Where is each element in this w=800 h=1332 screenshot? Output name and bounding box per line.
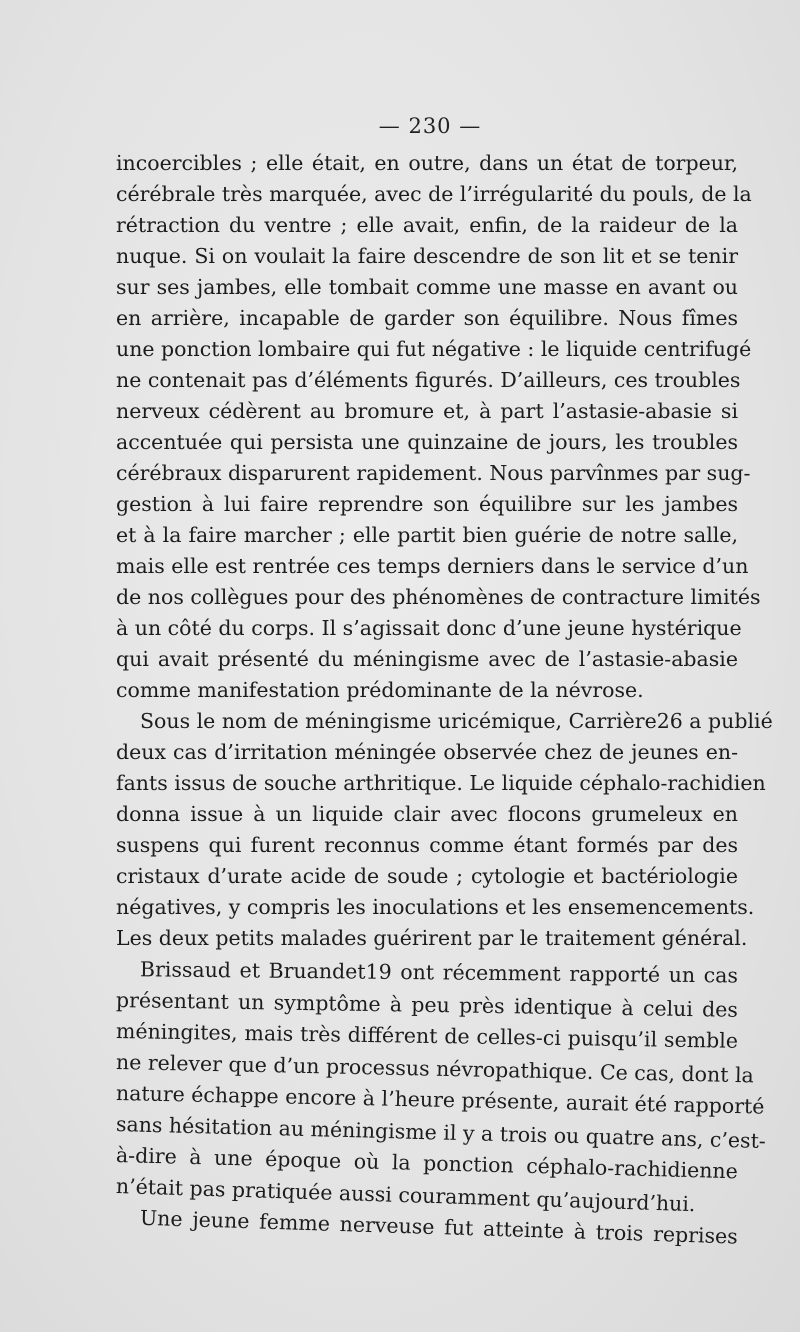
- text-line: sur ses jambes, elle tombait comme une masse en avant ou: [116, 275, 738, 299]
- text-line: à un côté du corps. Il s’agissait donc d’une jeune hystérique: [116, 616, 742, 640]
- text-line: comme manifestation prédominante de la névrose.: [116, 678, 644, 702]
- text-line: accentuée qui persista une quinzaine de jours, les troubles: [116, 430, 738, 454]
- text-line: une ponction lombaire qui fut négative : le liquide centrifugé: [116, 337, 752, 361]
- text-line: méningites, mais très différent de celles-ci puisqu’il semble: [115, 1019, 739, 1053]
- text-line: donna issue à un liquide clair avec flocons grumeleux en: [116, 802, 738, 826]
- text-line: nuque. Si on voulait la faire descendre de son lit et se tenir: [116, 244, 738, 268]
- text-line: à-dire à une époque où la ponction céphalo-rachidienne: [115, 1143, 739, 1184]
- text-line: en arrière, incapable de garder son équilibre. Nous fîmes: [116, 306, 738, 330]
- text-line: Brissaud et Bruandet19 ont récemment rapporté un cas: [139, 957, 739, 988]
- text-line: rétraction du ventre ; elle avait, enfin, de la raideur de la: [116, 213, 738, 237]
- text-line: de nos collègues pour des phénomènes de contracture limités: [116, 585, 761, 609]
- text-line: cristaux d’urate acide de soude ; cytologie et bactériologie: [116, 864, 738, 888]
- text-line: mais elle est rentrée ces temps derniers dans le service d’un: [116, 554, 749, 578]
- body-text: [115, 148, 773, 1249]
- text-line: Une jeune femme nerveuse fut atteinte à trois reprises: [139, 1205, 739, 1249]
- text-line: Les deux petits malades guérirent par le traitement général.: [116, 926, 748, 950]
- text-line: n’était pas pratiquée aussi couramment qu’aujourd’hui.: [115, 1174, 696, 1217]
- text-line: sans hésitation au méningisme il y a trois ou quatre ans, c’est-: [115, 1112, 767, 1154]
- text-line: et à la faire marcher ; elle partit bien guérie de notre salle,: [116, 523, 738, 547]
- text-line: nature échappe encore à l’heure présente, aurait été rapporté: [115, 1081, 765, 1119]
- text-line: incoercibles ; elle était, en outre, dans un état de torpeur,: [116, 151, 738, 175]
- text-line: cérébrale très marquée, avec de l’irrégularité du pouls, de la: [116, 182, 752, 206]
- text-line: fants issus de souche arthritique. Le liquide céphalo-rachidien: [116, 771, 766, 795]
- text-line: ne contenait pas d’éléments figurés. D’ailleurs, ces troubles: [116, 368, 741, 392]
- text-line: qui avait présenté du méningisme avec de l’astasie-abasie: [116, 647, 738, 671]
- text-line: nerveux cédèrent au bromure et, à part l’astasie-abasie si: [116, 399, 738, 423]
- text-line: présentant un symptôme à peu près identique à celui des: [115, 988, 739, 1022]
- text-line: négatives, y compris les inoculations et les ensemencements.: [116, 895, 755, 919]
- text-line: cérébraux disparurent rapidement. Nous parvînmes par sug-: [116, 461, 751, 485]
- text-line: gestion à lui faire reprendre son équilibre sur les jambes: [116, 492, 738, 516]
- page-number: — 230 —: [378, 114, 482, 138]
- text-line: ne relever que d’un processus névropathique. Ce cas, dont la: [115, 1050, 754, 1088]
- text-line: deux cas d’irritation méningée observée chez de jeunes en-: [116, 740, 738, 764]
- text-line: Sous le nom de méningisme uricémique, Carrière26 a publié: [140, 709, 773, 733]
- text-line: suspens qui furent reconnus comme étant formés par des: [116, 833, 738, 857]
